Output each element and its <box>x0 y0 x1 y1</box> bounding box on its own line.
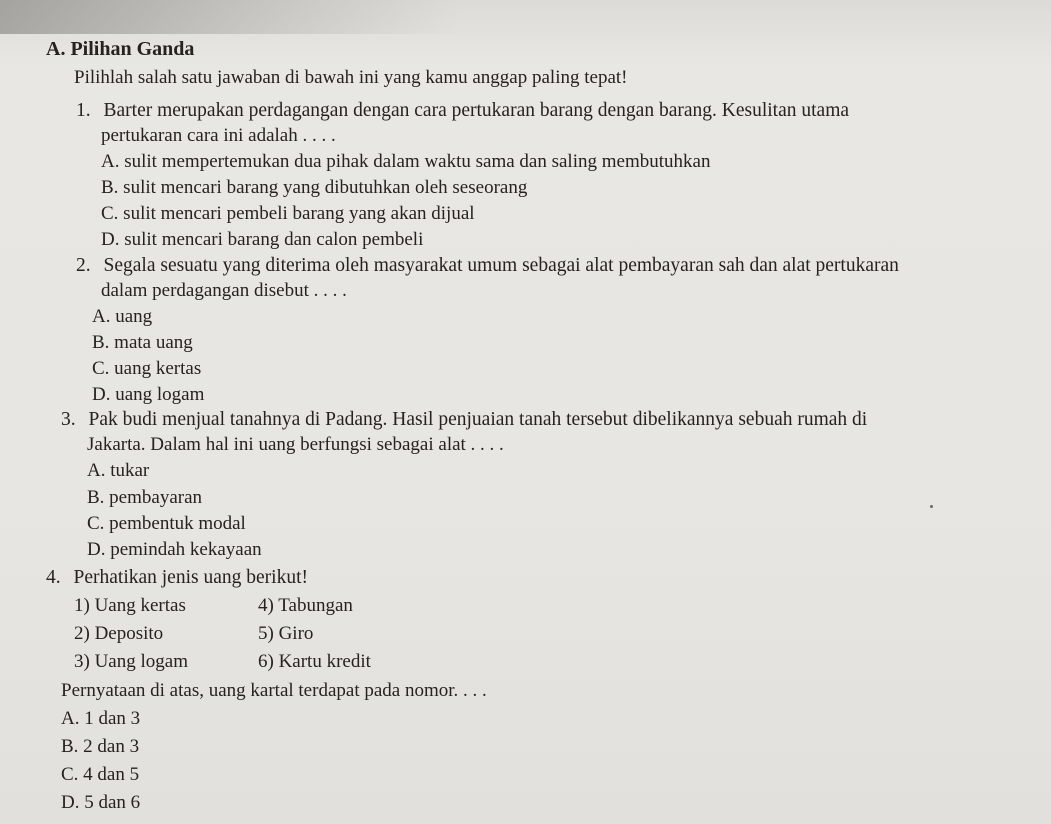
q3-option-d[interactable]: D. pemindah kekayaan <box>87 539 262 560</box>
q3-option-c[interactable]: C. pembentuk modal <box>87 513 246 534</box>
question-4-text: Perhatikan jenis uang berikut! <box>73 567 308 588</box>
question-1-number: 1. <box>76 100 91 121</box>
money-type-3: 3) Uang logam <box>74 651 188 672</box>
money-type-4: 4) Tabungan <box>258 595 353 616</box>
q4-option-c[interactable]: C. 4 dan 5 <box>61 764 140 785</box>
question-1 <box>76 99 1036 123</box>
question-4 <box>46 566 308 590</box>
q3-option-a[interactable]: A. tukar <box>87 460 150 481</box>
question-2-text: Segala sesuatu yang diterima oleh masyarakat umum sebagai alat pembayaran sah dan alat pertukaran <box>103 255 899 276</box>
money-type-5: 5) Giro <box>258 623 314 644</box>
q4-option-d[interactable]: D. 5 dan 6 <box>61 792 141 813</box>
q1-option-c[interactable]: C. sulit mencari pembeli barang yang akan dijual <box>101 203 475 224</box>
question-4-number: 4. <box>46 567 61 588</box>
question-3-text: Pak budi menjual tanahnya di Padang. Hasil penjuaian tanah tersebut dibelikannya sebuah rumah di <box>88 409 868 430</box>
question-2-number: 2. <box>76 255 91 276</box>
money-type-6: 6) Kartu kredit <box>258 651 371 672</box>
q2-option-d[interactable]: D. uang logam <box>92 384 205 405</box>
question-1-text-cont: pertukaran cara ini adalah . . . . <box>101 125 336 146</box>
q1-option-d[interactable]: D. sulit mencari barang dan calon pembeli <box>101 229 424 250</box>
instruction: Pilihlah salah satu jawaban di bawah ini yang kamu anggap paling tepat! <box>74 67 628 88</box>
question-3 <box>61 408 867 432</box>
question-3-text-cont: Jakarta. Dalam hal ini uang berfungsi sebagai alat . . . . <box>87 434 504 455</box>
q1-option-b[interactable]: B. sulit mencari barang yang dibutuhkan oleh seseorang <box>101 177 528 198</box>
money-type-1: 1) Uang kertas <box>74 595 186 616</box>
speck-mark <box>930 505 933 508</box>
question-2 <box>76 254 899 278</box>
q1-option-a[interactable]: A. sulit mempertemukan dua pihak dalam waktu sama dan saling membutuhkan <box>101 151 711 172</box>
question-3-number: 3. <box>61 409 76 430</box>
q2-option-c[interactable]: C. uang kertas <box>92 358 202 379</box>
question-4-statement: Pernyataan di atas, uang kartal terdapat pada nomor. . . . <box>61 680 487 701</box>
question-1-text: Barter merupakan perdagangan dengan cara pertukaran barang dengan barang. Kesulitan utama <box>103 100 850 121</box>
q4-option-a[interactable]: A. 1 dan 3 <box>61 708 141 729</box>
q4-option-b[interactable]: B. 2 dan 3 <box>61 736 140 757</box>
top-shadow <box>0 0 460 34</box>
section-title: A. Pilihan Ganda <box>46 38 195 60</box>
q2-option-b[interactable]: B. mata uang <box>92 332 193 353</box>
money-type-2: 2) Deposito <box>74 623 164 644</box>
q3-option-b[interactable]: B. pembayaran <box>87 487 203 508</box>
q2-option-a[interactable]: A. uang <box>92 306 153 327</box>
question-2-text-cont: dalam perdagangan disebut . . . . <box>101 280 347 301</box>
